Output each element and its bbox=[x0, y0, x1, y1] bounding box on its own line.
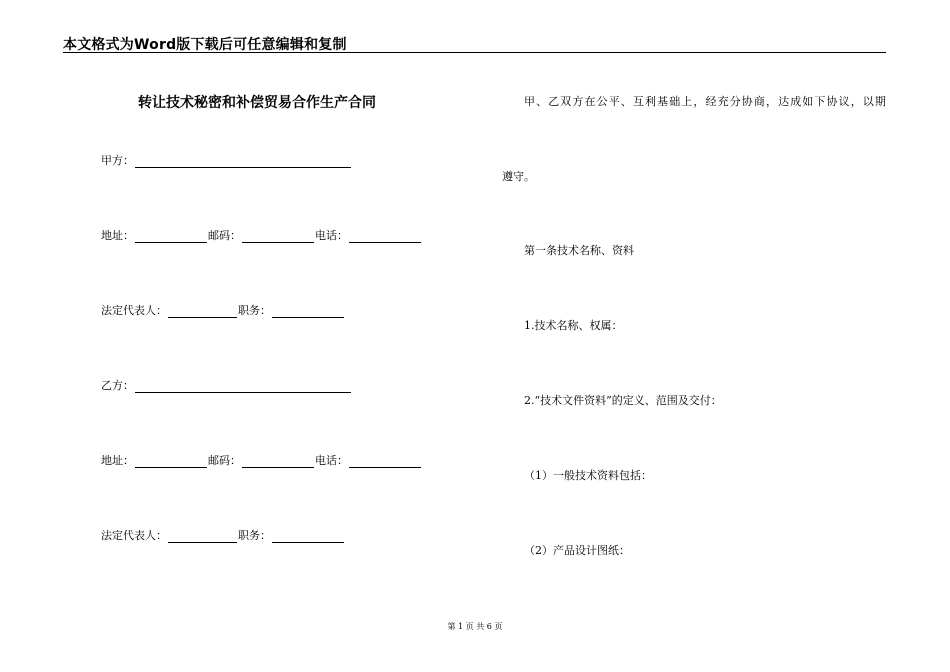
phone-label: 电话： bbox=[315, 229, 348, 242]
party-a-blank bbox=[135, 155, 351, 168]
page-footer: 第 1 页 共 6 页 bbox=[447, 622, 503, 631]
party-b-label: 乙方： bbox=[101, 379, 134, 392]
phone-label: 电话： bbox=[315, 454, 348, 467]
preamble-line-2: 遵守。 bbox=[502, 170, 535, 183]
phone-blank bbox=[349, 230, 421, 243]
party-a-row bbox=[101, 152, 352, 168]
postcode-blank bbox=[242, 455, 314, 468]
party-b-blank bbox=[135, 380, 351, 393]
item-2-tech-docs: 2.“技术文件资料”的定义、范围及交付： bbox=[524, 394, 722, 407]
document-header: 本文格式为Word版下载后可任意编辑和复制 bbox=[63, 37, 347, 53]
legal-rep-label: 法定代表人： bbox=[101, 304, 167, 317]
phone-blank bbox=[349, 455, 421, 468]
sub-item-1-general-docs: （1）一般技术资料包括： bbox=[524, 469, 652, 482]
postcode-blank bbox=[242, 230, 314, 243]
address-label: 地址： bbox=[101, 454, 134, 467]
address-blank bbox=[135, 230, 207, 243]
position-label: 职务： bbox=[238, 304, 271, 317]
item-1-tech-name: 1.技术名称、权属： bbox=[524, 319, 623, 332]
party-b-row bbox=[101, 377, 352, 393]
address-label: 地址： bbox=[101, 229, 134, 242]
contract-title: 转让技术秘密和补偿贸易合作生产合同 bbox=[138, 95, 376, 111]
postcode-label: 邮码： bbox=[208, 454, 241, 467]
legal-rep-label: 法定代表人： bbox=[101, 529, 167, 542]
postcode-label: 邮码： bbox=[208, 229, 241, 242]
preamble-line-1: 甲、乙双方在公平、互利基础上，经充分协商，达成如下协议，以期 bbox=[524, 95, 887, 108]
address-blank bbox=[135, 455, 207, 468]
position-blank bbox=[272, 530, 344, 543]
legal-rep-blank bbox=[168, 305, 237, 318]
sub-item-2-design-drawings: （2）产品设计图纸： bbox=[524, 544, 630, 557]
party-b-legal-rep-row bbox=[101, 527, 345, 543]
legal-rep-blank bbox=[168, 530, 237, 543]
position-label: 职务： bbox=[238, 529, 271, 542]
header-divider bbox=[63, 52, 886, 53]
position-blank bbox=[272, 305, 344, 318]
article-1-heading: 第一条技术名称、资料 bbox=[524, 244, 634, 257]
party-b-address-row bbox=[101, 452, 422, 468]
party-a-legal-rep-row bbox=[101, 302, 345, 318]
party-a-label: 甲方： bbox=[101, 154, 134, 167]
party-a-address-row bbox=[101, 227, 422, 243]
